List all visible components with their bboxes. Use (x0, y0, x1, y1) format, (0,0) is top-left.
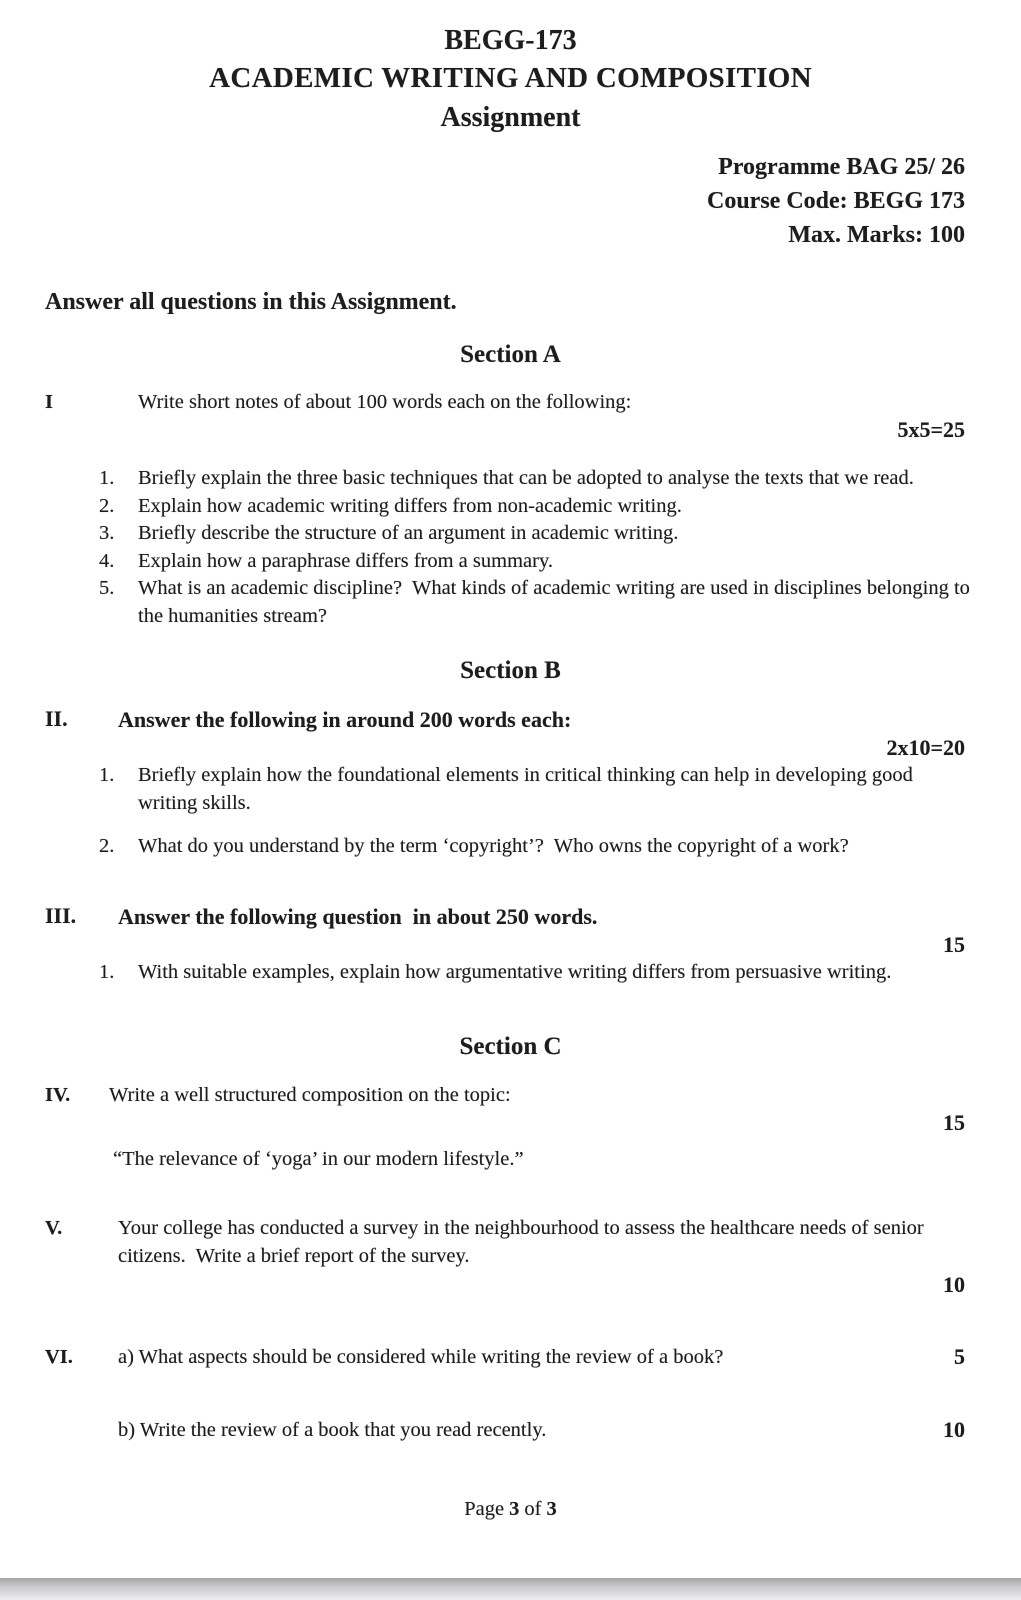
page-word: Page (464, 1498, 505, 1520)
section-c-heading: Section C (459, 1033, 562, 1060)
question-2-marks: 2x10=20 (886, 735, 965, 760)
list-item (0, 833, 1021, 861)
question-1-marks: 5x5=25 (897, 417, 965, 442)
page-number: 3 (509, 1498, 520, 1520)
document-header (0, 22, 1021, 137)
item-text: With suitable examples, explain how argumentative writing differs from persuasive writing. (138, 960, 892, 983)
list-item (0, 465, 1021, 493)
course-name-title: ACADEMIC WRITING AND COMPOSITION (209, 62, 812, 94)
item-text: What do you understand by the term ‘copyright’? Who owns the copyright of a work? (138, 835, 849, 857)
question-4-lead: Write a well structured composition on the topic: (109, 1084, 511, 1106)
item-text: What is an academic discipline? What kinds of academic writing are used in disciplines belonging to the humanities stream? (138, 577, 976, 627)
question-5-lead: Your college has conducted a survey in the neighbourhood to assess the healthcare needs of senior citizens. Write a brief report of the survey. (118, 1217, 929, 1267)
list-item (0, 762, 1021, 817)
question-6a-row (0, 1343, 1021, 1371)
section-a-heading: Section A (460, 341, 561, 368)
programme-line: Programme BAG 25/ 26 (718, 154, 965, 180)
question-1-lead: Write short notes of about 100 words each on the following: (138, 391, 632, 413)
question-2-numeral: II. (45, 706, 68, 731)
max-marks-line: Max. Marks: 100 (788, 222, 965, 248)
list-item (0, 575, 1021, 630)
item-number: 1. (99, 467, 115, 489)
page-number-indicator (0, 1495, 1021, 1523)
section-b-q3-list (0, 959, 1021, 987)
question-1-row (0, 388, 1021, 416)
item-text: Briefly explain the three basic techniques that can be adopted to analyse the texts that we read. (138, 467, 914, 489)
course-code-title: BEGG-173 (444, 25, 577, 56)
list-item (0, 520, 1021, 548)
question-6-numeral: VI. (45, 1346, 73, 1368)
item-number: 3. (99, 522, 115, 544)
question-4-marks: 15 (943, 1110, 965, 1135)
question-3-numeral: III. (45, 902, 77, 928)
section-a-list (0, 465, 1021, 630)
item-number: 4. (99, 549, 115, 572)
item-text: Briefly explain how the foundational elements in critical thinking can help in developing good writing skills. (138, 764, 918, 814)
item-number: 1. (99, 764, 115, 786)
question-6b-text: b) Write the review of a book that you read recently. (118, 1419, 547, 1441)
bottom-scan-edge-bar (0, 1578, 1021, 1600)
question-3-lead: Answer the following question in about 250 words. (118, 903, 598, 929)
section-b-list (0, 762, 1021, 861)
item-number: 2. (99, 494, 115, 517)
question-6a-text: a) What aspects should be considered while writing the review of a book? (118, 1346, 724, 1368)
question-3-row (0, 902, 1021, 931)
question-4-numeral: IV. (45, 1084, 71, 1106)
question-6a-marks: 5 (954, 1344, 965, 1369)
course-info-block (0, 150, 1021, 252)
question-5-marks: 10 (943, 1272, 965, 1297)
item-text: Explain how a paraphrase differs from a summary. (138, 549, 553, 572)
composition-topic: “The relevance of ‘yoga’ in our modern lifestyle.” (113, 1148, 524, 1170)
of-word: of (524, 1498, 542, 1520)
list-item (0, 959, 1021, 987)
question-6b-marks: 10 (943, 1417, 965, 1442)
assignment-title: Assignment (440, 102, 581, 133)
question-3-marks: 15 (943, 931, 965, 957)
item-text: Explain how academic writing differs from non-academic writing. (138, 494, 682, 517)
question-6b-row (0, 1416, 1021, 1444)
section-b-heading: Section B (460, 657, 561, 684)
item-number: 1. (99, 960, 115, 983)
item-text: Briefly describe the structure of an argument in academic writing. (138, 522, 679, 544)
page-total: 3 (546, 1498, 557, 1520)
question-5-numeral: V. (45, 1217, 63, 1239)
question-1-numeral: I (45, 391, 53, 413)
list-item (0, 548, 1021, 576)
item-number: 2. (99, 835, 115, 857)
question-2-lead: Answer the following in around 200 words each: (118, 707, 572, 732)
item-number: 5. (99, 577, 115, 599)
list-item (0, 493, 1021, 521)
question-5-row (0, 1214, 1021, 1270)
question-2-row (0, 705, 1021, 734)
course-code-line: Course Code: BEGG 173 (707, 188, 965, 214)
question-4-row (0, 1081, 1021, 1109)
general-instruction: Answer all questions in this Assignment. (45, 289, 457, 315)
